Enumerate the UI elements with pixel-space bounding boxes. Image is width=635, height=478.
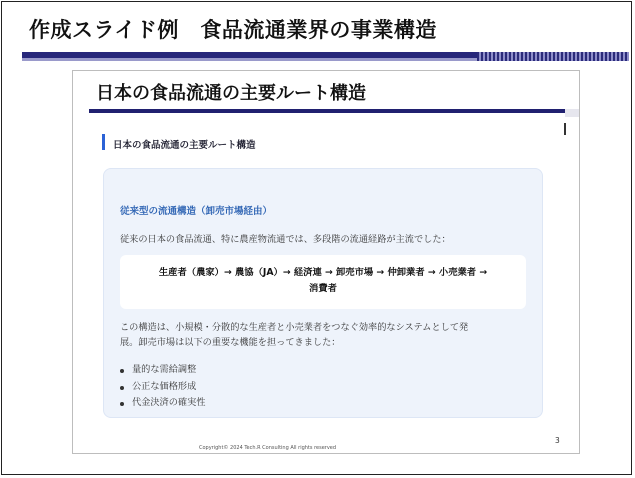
- slide-title: 日本の食品流通の主要ルート構造: [96, 83, 366, 104]
- flow-text: [120, 265, 526, 297]
- paragraph-line-2: 展。卸売市場は以下の重要な機能を担ってきました：: [120, 337, 341, 348]
- flow-line-1: 生産者（農家）→ 農協（JA）→ 経済連 → 卸売市場 → 仲卸業者 → 小売業者 →: [158, 267, 488, 278]
- slide-title-rule: [89, 109, 565, 113]
- paragraph: [120, 320, 530, 350]
- section-accent-bar: [102, 134, 105, 150]
- flow-line-2: 消費者: [309, 283, 337, 294]
- list-item: 代金決済の確実性: [116, 395, 206, 412]
- bullet-list: [116, 362, 206, 412]
- title-band-light: [22, 58, 477, 61]
- content-panel: [103, 168, 543, 418]
- page-title: 作成スライド例 食品流通業界の事業構造: [29, 18, 437, 42]
- slide-rule-edge: [565, 109, 579, 117]
- list-item: 公正な価格形成: [116, 379, 206, 396]
- paragraph-line-1: この構造は、小規模・分散的な生産者と小売業者をつなぐ効率的なシステムとして発: [120, 322, 469, 333]
- slide-thumbnail: [72, 70, 580, 454]
- panel-heading: 従来型の流通構造（卸売市場経由）: [120, 206, 273, 217]
- intro-text: 従来の日本の食品流通、特に農産物流通では、多段階の流通経路が主流でした：: [120, 234, 451, 245]
- copyright-footer: Copyright© 2024 Tech.R Consulting All rights reserved: [199, 445, 337, 451]
- flow-box: [120, 255, 526, 309]
- slide-edge-mark: [564, 123, 566, 135]
- list-item: 量的な需給調整: [116, 362, 206, 379]
- page-number: 3: [555, 436, 560, 445]
- section-label: 日本の食品流通の主要ルート構造: [113, 140, 256, 151]
- title-band-stripes: [477, 52, 629, 61]
